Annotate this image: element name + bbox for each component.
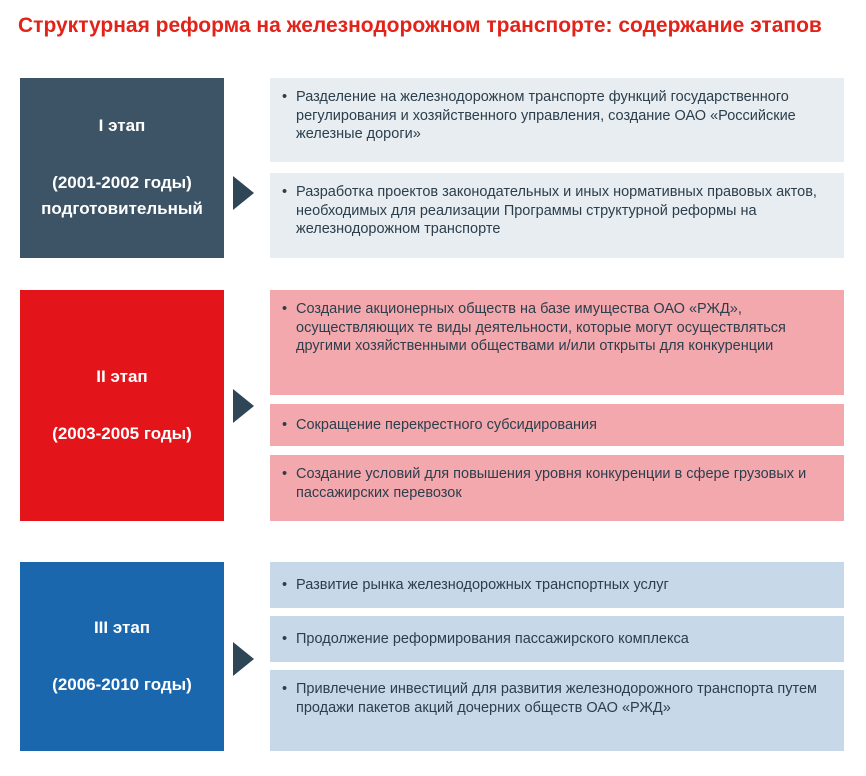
stage-3-item-3: • Привлечение инвестиций для развития железнодорожного транспорта путем продажи пакетов акций дочерних обществ ОАО «РЖД» [270,670,844,751]
stage-2-box [20,290,224,521]
stage-1-item-2: • Разработка проектов законодательных и иных нормативных правовых актов, необходимых для реализации Программы структурной реформы на железнодорожном транспорте [270,173,844,258]
stage-3-box [20,562,224,751]
stage-2-item-3: • Создание условий для повышения уровня конкуренции в сфере грузовых и пассажирских перевозок [270,455,844,521]
stage-2-name: II этап [96,367,148,387]
stage-3-arrow-icon [233,642,254,676]
stage-2-years: (2003-2005 годы) [52,423,192,443]
stage-2-arrow-icon [233,389,254,423]
stage-3-years: (2006-2010 годы) [52,674,192,694]
stage-3-name: III этап [93,618,151,638]
stage-3-item-1: • Развитие рынка железнодорожных транспортных услуг [270,562,844,608]
stage-1-years: (2001-2002 годы) [52,172,192,192]
stage-2-item-1: • Создание акционерных обществ на базе имущества ОАО «РЖД», осуществляющих те виды деятельности, которые могут осуществляться другими хозяйственными обществами и/или открыты для конкуренции [270,290,844,395]
stage-1-arrow-icon [233,176,254,210]
stage-3-item-2: • Продолжение реформирования пассажирского комплекса [270,616,844,662]
stage-1-item-1: • Разделение на железнодорожном транспорте функций государственного регулирования и хозяйственного управления, создание ОАО «Российские железные дороги» [270,78,844,162]
stage-2-item-2: • Сокращение перекрестного субсидирования [270,404,844,446]
stage-1-box [20,78,224,258]
diagram-title: Структурная реформа на железнодорожном транспорте: содержание этапов [18,14,822,37]
stage-1-name: I этап [98,116,146,136]
stage-1-subtitle: подготовительный [41,199,203,219]
